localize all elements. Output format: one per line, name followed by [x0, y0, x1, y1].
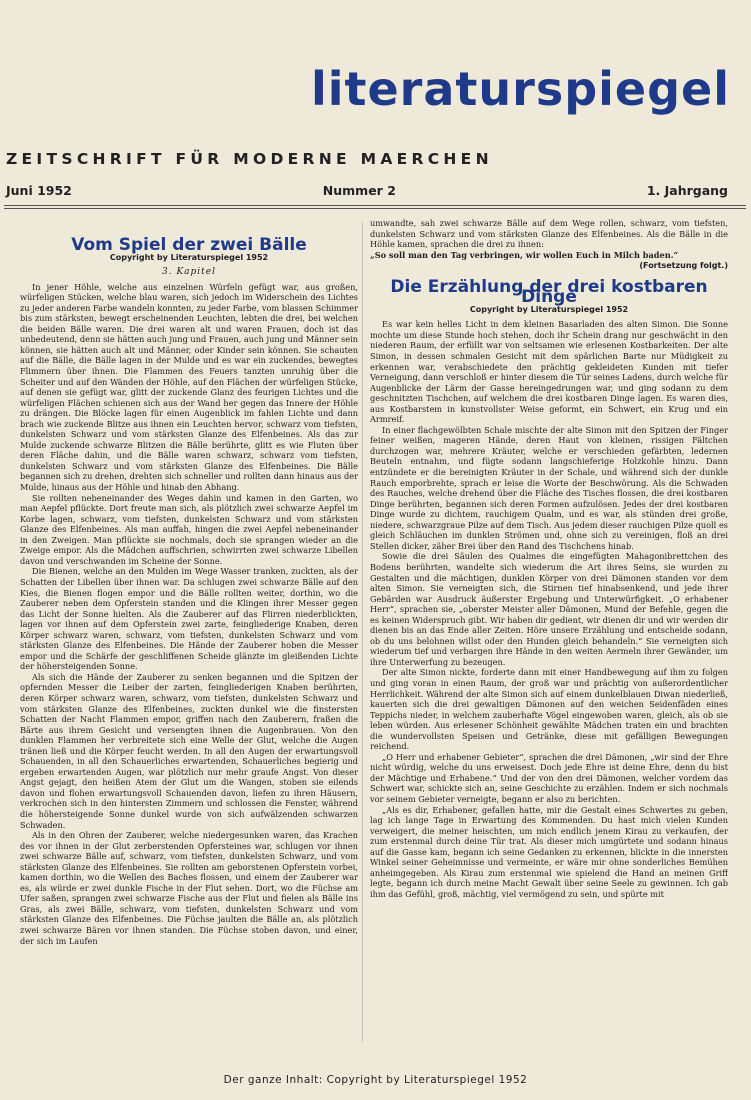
issue-number: Nummer 2 [322, 183, 396, 198]
header-rule [4, 208, 746, 209]
issue-meta [6, 183, 728, 198]
story-copyright: Copyright by Literaturspiegel 1952 [469, 304, 629, 314]
issue-year: 1. Jahrgang [646, 183, 728, 198]
chapter-heading: 3. Kapitel [162, 267, 216, 278]
story-copyright: Copyright by Literaturspiegel 1952 [109, 252, 269, 262]
paragraph: Der alte Simon nickte, forderte dann mit einer Handbewegung auf ihm zu folgen und ging voran in einen Raum, der groß war und prächtig von außerordentlicher Herrlichkeit. Während der alte Simon sich auf einem dunkelblauen Diwan niederließ, kauerten sich die drei gewaltigen Dämonen auf den weichen Seidenfäden eines Teppichs nieder, in welchem zauberhafte Vögel eingewoben waren, gleich, als ob sie leben würden. Aus erlesener Schönheit gewählte Mädchen traten ein und brachten die wundervollsten Speisen und Getränke, diese mit gefälligen Bewegungen reichend. [370, 667, 728, 752]
paragraph: „Als es dir, Erhabener, gefallen hatte, mir die Gestalt eines Schwertes zu geben, lag ich lange Tage in Erwartung des Kommenden. Du hast mich vielen Kunden verweigert, die meiner heischten, um mich endlich jenem Kirau zu verkaufen, der zum erstenmal durch deine Tür trat. Als dieser mich umgürtete und sodann hinaus auf die Gasse kam, begann ich seine Gedanken zu erkennen, blickte in die innersten Winkel seiner Geheimnisse und vermeinte, er wäre mir ohne sonderliches Bemühen anheimgegeben. Als Kirau zum erstenmal wie spielend die Hand an meinen Griff legte, begann ich durch meine Macht Gewalt über seine Seele zu gewinnen. Ich gab ihm das Gefühl, groß, mächtig, viel vermögend zu sein, und spürte mit [370, 804, 728, 899]
continued-note: (Fortsetzung folgt.) [639, 261, 728, 271]
paragraph: In einer flachgewölbten Schale mischte der alte Simon mit den Spitzen der Finger feiner weißen, mageren Hände, deren Haut von kleinen, rissigen Fältchen durchzogen war, mehrere Kräuter, welche er verschieden gefärbten, ledernen Beuteln entnahm, und fügte sodann langschieferige Holzkohle hinzu. Dann entzündete er die bereinigten Kräuter in der Schale, und während sich der dunkle Rauch emporbrehte, sprach er leise die Worte der Beschwörung. Als die Schwaden des Rauches, welche drehend über die Fläche des Tisches flossen, die drei kostbaren Dinge berührten, begannen sich deren Formen aufzulösen. Jedes der drei kostbaren Dinge wurde zu dichtem, rauchigem Qualm, und es war, als stünden drei große, niedere, schwarzgraue Pilze auf dem Tisch. Aus jedem dieser rauchigen Pilze quoll es gleich Schläuchen im dunklen Strömen und, ohne sich zu vereinigen, floß an drei Stellen dicker, zäher Brei über den Rand des Tischchens hinab. [370, 424, 728, 551]
masthead-subtitle: ZEITSCHRIFT FÜR MODERNE MAERCHEN [6, 150, 493, 168]
continuation-quote: „So soll man den Tag verbringen, wir wollen Euch in Milch baden.“ [370, 249, 679, 260]
header-rule [4, 205, 746, 206]
paragraph: Sie rollten nebeneinander des Weges dahin und kamen in den Garten, wo man Aepfel pflückte. Dort freute man sich, als plötzlich zwei schwarze Aepfel im Korbe lagen, schwarz, vom tiefsten, dunkelsten Schwarz und vom stärksten Glanze des Elfenbeines. Als man auffah, hingen die zwei Aepfel nebeneinander in den Zweigen. Man pflückte sie nochmals, doch sie sprangen wieder an die Zweige empor. Als die Mädchen auffschrien, schwirrten zwei schwarze Libellen davon und verschwanden im Scheine der Sonne. [20, 492, 358, 566]
paragraph: „O Herr und erhabener Gebieter“, sprachen die drei Dämonen, „wir sind der Ehre nicht würdig, welche du uns erweisest. Doch jede Ehre ist deine Ehre, denn du bist der Mächtige und Erhabene.“ Und der von den drei Dämonen, welcher vordem das Schwert war, schickte sich an, seine Geschichte zu erzählen. Indem er sich nochmals vor seinem Gebieter verneigte, begann er also zu berichten. [370, 751, 728, 804]
story-title: Die Erzählung der drei kostbaren Dinge [390, 276, 708, 308]
masthead-title: literaturspiegel [310, 62, 730, 116]
paragraph: Sowie die drei Säulen des Qualmes die eingefügten Mahagonibrettchen des Bodens berührten, wandelte sich wiederum die Art ihres Seins, sie wurden zu Gestalten und die mächtigen, dunklen Körper von drei Dämonen standen vor dem alten Simon. Sie verneigten sich, die Stirnen tief hinabsenkend, und jede ihrer Gebärden war Ausdruck äußerster Ergebung und Unterwürfigkeit. „O erhabener Herr“, sprachen sie, „oberster Meister aller Dämonen, Mund der Befehle, gegen die es keinen Widerspruch gibt. Wir haben dir gedient, wir dienen dir und wir werden dir dienen bis an das Ende aller Zeiten. Höre unsere Erzählung und entscheide sodann, ob du uns belohnen willst oder den Hunden gleich behandeln.“ Sie verneigten sich wiederum tief und verbargen ihre Hände in den weiten Aermeln ihrer Gewänder, um ihre Unterwerfung zu bezeugen. [370, 551, 728, 667]
paragraph: Als in den Ohren der Zauberer, welche niedergesunken waren, das Krachen des vor ihnen in der Glut zerberstenden Opfersteines war, schlugen vor ihnen zwei schwarze Bälle auf, schwarz, vom tiefsten, dunkelsten Schwarz, und vom stärksten Glanze des Elfenbeines. Sie rollten am geborstenen Opferstein vorbei, kamen dorthin, wo die Wellen des Baches flossen, und einem der Zauberer war es, als würde er zwei dunkle Fische in der Flut sehen. Dort, wo die Füchse am Ufer saßen, sprangen zwei schwarze Fische aus der Flut und fielen als Bälle ins Gras, als zwei Bälle, schwarz, vom tiefsten, dunkelsten Schwarz und vom stärksten Glanze des Elfenbeines. Die Füchse jaulten die Bälle an, als plötzlich zwei schwarze Bären vor ihnen standen. Die Füchse stoben davon, und einer, der sich im Laufen [20, 830, 358, 946]
issue-date: Juni 1952 [6, 183, 72, 198]
column-divider [362, 222, 363, 1042]
paragraph: In jener Höhle, welche aus einzelnen Würfeln gefügt war, aus großen, würfeligen Stücken, welche blau waren, sich jedoch im Widerschein des Lichtes zu jeder anderen Farbe wandeln konnten, zu jeder Farbe, vom blassen Schimmer bis zum stärksten, bewegt erscheinenden Leuchten, lebten die drei, bei welchen die beiden Bälle waren. Die drei waren alt und waren Frauen, doch ist das unbedeutend, denn sie hätten auch jung und Frauen, auch jung und Männer sein können, sie hätten auch alt und Männer, oder Kinder sein können. Sie schauten auf die Bälle, die Bälle lagen in der Mulde und es war ein zuckendes, bewegtes Flimmern über ihnen. Die Flammen des Feuers tanzten unruhig über die Scheiter und auf den Wänden der Höhle, auf den Flächen der würfeligen Stücke, auf denen sie gefügt war, glitt der zuckende Glanz des feurigen Lichtes und die würfeligen Flächen schienen sich aus der Wand her gegen das Innere der Höhle zu drängen. Die Blöcke lagen für einen Augenblick im fahlen Lichte und dann brach wie zuckende Blitze aus ihnen ein Leuchten hervor, schwarz vom tiefsten, dunkelsten Schwarz und vom stärksten Glanze des Elfenbeines. Als das zur Mulde zuckende schwarze Blitzen die Bälle berührte, glitt es wie Fluten über deren Fläche dahin, und die Bälle waren schwarz, schwarz vom tiefsten, dunkelsten Schwarz und vom stärksten Glanze des Elfenbeines. Die Bälle begannen sich zu drehen, drehten sich schneller und rollten dann hinaus aus der Mulde, hinaus aus der Höhle und hinab den Abhang. [20, 281, 358, 493]
paragraph: Als sich die Hände der Zauberer zu senken begannen und die Spitzen der opfernden Messer die Leiber der zarten, feingliederigen Knaben berührten, deren Körper schwarz waren, schwarz, vom tiefsten, dunkelsten Schwarz und vom stärksten Glanze des Elfenbeines, zuckten dunkel wie die finstersten Schatten der Nacht Flammen empor, griffen nach den Zauberern, fraßen die Bärte aus ihrem Gesicht und versengten ihnen die Augenbrauen. Von den dunklen Flammen her verbreitete sich eine Welle der Glut, welche die Augen tränen ließ und die Körper feucht werden. In all den Augen der erwartungsvoll Schauenden, in all den Schauerliches erwartenden, Schauerliches begierig und ergeben erwartenden Augen, war plötzlich nur mehr graufe Angst. Von dieser Angst gejagt, den heißen Atem der Glut um die Wangen, stoben sie eilends davon und flohen erwartungsvoll Schauenden davon, liefen zu ihren Häusern, verkrochen sich in den hintersten Zimmern und schlossen die Fenster, während die höhersteigende Sonne dunkel wurde von sich aufwälzenden schwarzen Schwaden. [20, 671, 358, 830]
right-column [370, 218, 728, 1038]
continuation-text: umwandte, sah zwei schwarze Bälle auf dem Wege rollen, schwarz, vom tiefsten, dunkelsten Schwarz und vom stärksten Glanze des Elfenbeines. Als die Bälle in die Höhle kamen, sprachen die drei zu ihnen: [370, 218, 728, 250]
paragraph [370, 218, 728, 260]
left-column [20, 218, 358, 1058]
paragraph: Es war kein helles Licht in dem kleinen Basarladen des alten Simon. Die Sonne mochte um diese Stunde hoch stehen, doch ihr Schein drang nur geschwächt in den niederen Raum, der erfüllt war von seltsamen wie erlesenen Kostbarkeiten. Der alte Simon, in dessen schmalen Gesicht mit dem spärlichen Barte nur Müdigkeit zu erkennen war, verabschiedete den prächtig gekleideten Kunden mit tiefer Verneigung, dann verschloß er hinter diesem die Tür seines Ladens, durch welche für Augenblicke der Lärm der Gasse hereingedrungen war, und ging sodann zu dem geschnitzten Tischchen, auf welchem die drei kostbaren Dinge lagen. Es waren dies, aus Kostbarstem in kunstvollster Weise geformt, ein Schwert, ein Krug und ein Armreif. [370, 319, 728, 425]
footer-copyright: Der ganze Inhalt: Copyright by Literaturspiegel 1952 [223, 1074, 528, 1086]
paragraph: Die Bienen, welche an den Mulden im Wege Wasser tranken, zuckten, als der Schatten der Libellen über ihnen war. Da schlugen zwei schwarze Bälle auf den Kies, die Bienen flogen empor und die Bälle rollten weiter, dorthin, wo die Zauberer neben dem Opferstein standen und die Klingen ihrer Messer gegen das Licht der Sonne hielten. Als die Zauberer auf das Flirren niederblickten, lagen vor ihnen auf dem Opferstein zwei zarte, feingliederige Knaben, deren Körper schwarz waren, schwarz, vom tiefsten, dunkelsten Schwarz und vom stärksten Glanze des Elfenbeines. Die Hände der Zauberer hoben die Messer empor und die Schärfe der geschliffenen Scheide glänzte im gleißenden Lichte der höhersteigenden Sonne. [20, 566, 358, 672]
story-title: Vom Spiel der zwei Bälle [71, 235, 307, 255]
